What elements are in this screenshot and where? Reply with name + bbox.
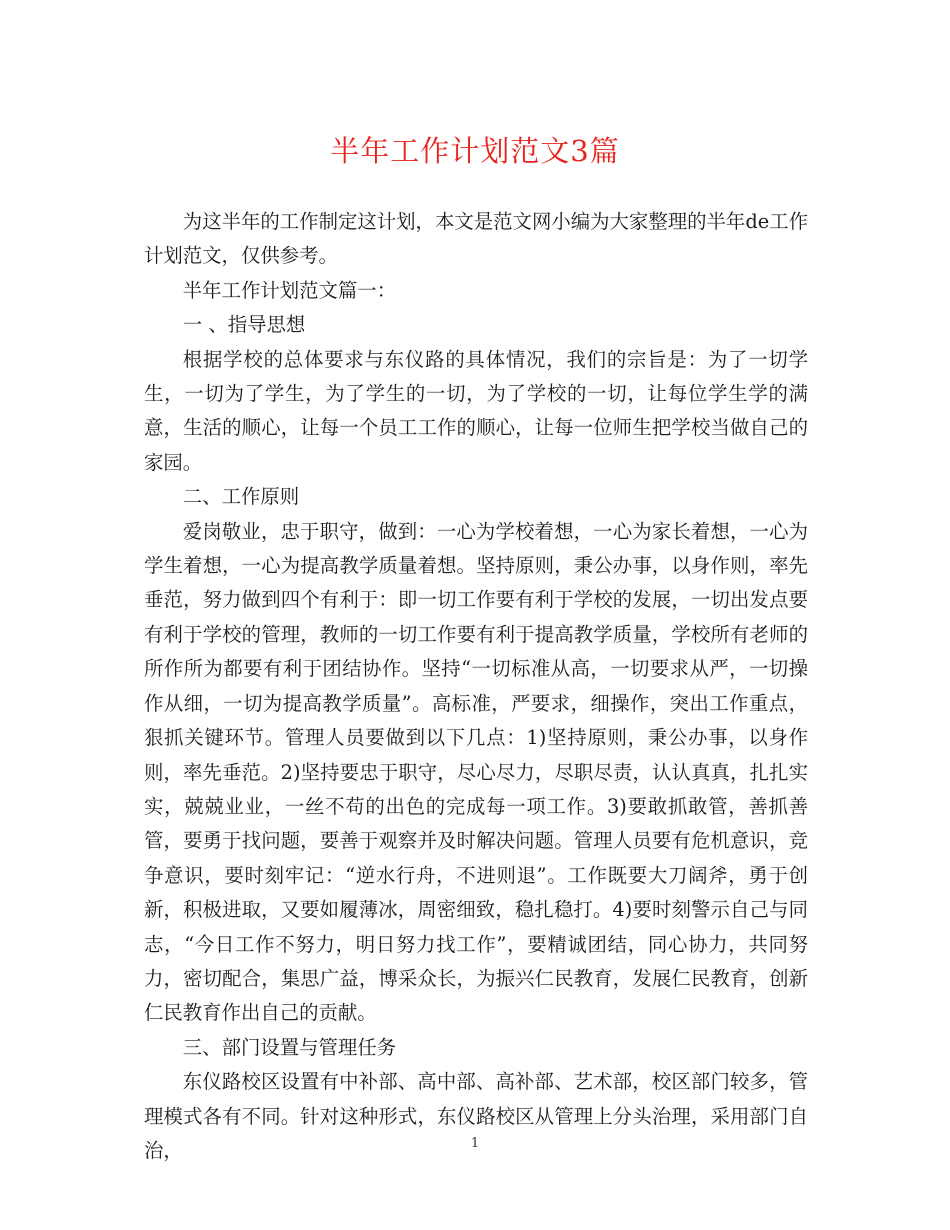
document-body xyxy=(144,205,808,1168)
heading-work-principles: 二、工作原则 xyxy=(182,485,300,509)
heading-department-setup: 三、部门设置与管理任务 xyxy=(182,1035,397,1059)
page-number: 1 xyxy=(470,1136,480,1151)
paragraph-department-setup: 东仪路校区设置有中补部、高中部、高补部、艺术部，校区部门较多，管理模式各有不同。针对这种形式，东仪路校区从管理上分头治理，采用部门自治， xyxy=(144,1070,808,1162)
document-title: 半年工作计划范文3篇 xyxy=(330,134,620,168)
paragraph-guiding-ideology: 根据学校的总体要求与东仪路的具体情况，我们的宗旨是：为了一切学生，一切为了学生，为了学生的一切，为了学校的一切，让每位学生学的满意，生活的顺心，让每一个员工工作的顺心，让每一位师生把学校当做自己的家园。 xyxy=(144,347,808,474)
heading-guiding-ideology: 一 、指导思想 xyxy=(182,313,306,337)
section-heading-part-one: 半年工作计划范文篇一： xyxy=(182,278,397,302)
paragraph-work-principles: 爱岗敬业，忠于职守，做到：一心为学校着想，一心为家长着想，一心为学生着想，一心为提高教学质量着想。坚持原则，秉公办事，以身作则，率先垂范，努力做到四个有利于：即一切工作要有利于学校的发展，一切出发点要有利于学校的管理，教师的一切工作要有利于提高教学质量，学校所有老师的所作所为都要有利于团结协作。坚持“一切标准从高，一切要求从严，一切操作从细，一切为提高教学质量”。高标准，严要求，细操作，突出工作重点，狠抓关键环节。管理人员要做到以下几点：1)坚持原则，秉公办事，以身作则，率先垂范。2)坚持要忠于职守，尽心尽力，尽职尽责，认认真真，扎扎实实，兢兢业业，一丝不苟的出色的完成每一项工作。3)要敢抓敢管，善抓善管，要勇于找问题，要善于观察并及时解决问题。管理人员要有危机意识，竞争意识，要时刻牢记：“逆水行舟，不进则退”。工作既要大刀阔斧，勇于创新，积极进取，又要如履薄冰，周密细致，稳扎稳打。4)要时刻警示自己与同志，“今日工作不努力，明日努力找工作”，要精诚团结，同心协力，共同努力，密切配合，集思广益，博采众长，为振兴仁民教育，发展仁民教育，创新仁民教育作出自己的贡献。 xyxy=(144,519,808,1025)
intro-paragraph: 为这半年的工作制定这计划，本文是范文网小编为大家整理的半年de工作计划范文，仅供参考。 xyxy=(144,210,808,268)
